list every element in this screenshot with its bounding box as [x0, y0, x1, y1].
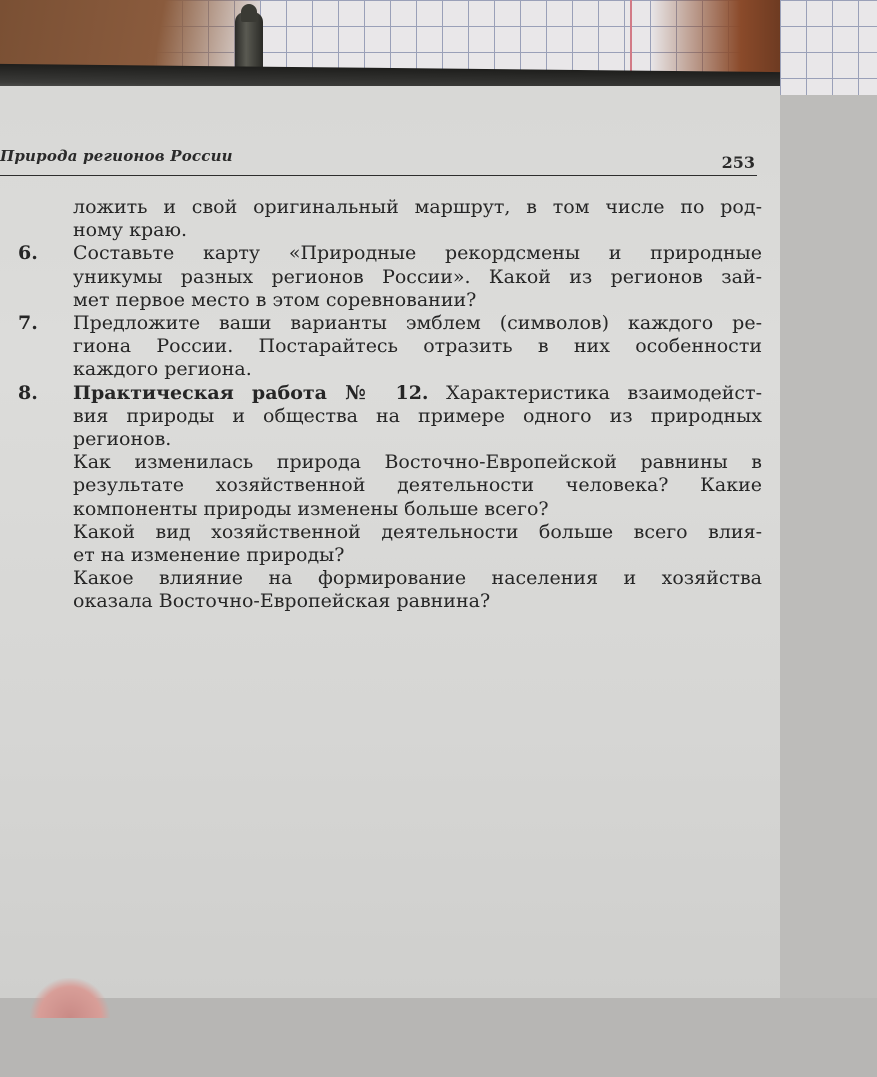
- text-line: компоненты природы изменены больше всего?: [73, 497, 549, 520]
- item-number: 6.: [18, 242, 38, 265]
- running-head: [0, 145, 757, 176]
- text-line: Как изменилась природа Восточно-Европейской равнины в: [73, 451, 762, 474]
- background-strip-right: [780, 95, 877, 1077]
- item-text: [73, 242, 762, 312]
- text-line: Составьте карту «Природные рекордсмены и природные: [73, 242, 762, 265]
- item-number: 8.: [18, 381, 38, 404]
- text-line: оказала Восточно-Европейская равнина?: [73, 590, 491, 613]
- text-line: Предложите ваши варианты эмблем (символов) каждого ре-: [73, 312, 762, 335]
- text-line: каждого региона.: [73, 358, 252, 381]
- text-line: ет на изменение природы?: [73, 544, 345, 567]
- list-item: [18, 242, 762, 312]
- item-text: [73, 312, 762, 382]
- practical-work-title: Практическая работа № 12.: [73, 381, 429, 404]
- background-strip-bottom: [0, 998, 877, 1077]
- text-line: результате хозяйственной деятельности человека? Какие: [73, 474, 762, 497]
- item-text: [73, 196, 762, 242]
- text-line: ному краю.: [73, 219, 188, 242]
- finger: [30, 978, 110, 1018]
- page-number: 253: [721, 153, 755, 172]
- text-line: ложить и свой оригинальный маршрут, в том числе по род-: [73, 196, 762, 218]
- text-line-rest: Характеристика взаимодейст-: [428, 381, 762, 404]
- item-text: [73, 382, 762, 614]
- list-item: [18, 382, 762, 614]
- pen-cap: [241, 4, 257, 22]
- text-line: регионов.: [73, 428, 172, 451]
- text-line: уникумы разных регионов России». Какой из регионов зай-: [73, 265, 762, 288]
- text-line: гиона России. Постарайтесь отразить в них особенности: [73, 335, 762, 358]
- list-item: [18, 312, 762, 382]
- text-line: вия природы и общества на примере одного из природных: [73, 404, 762, 427]
- list-item: [18, 196, 762, 242]
- text-line: [73, 382, 762, 405]
- page-text: [18, 196, 762, 614]
- item-number: 7.: [18, 312, 38, 335]
- running-head-title: Природа регионов России: [0, 147, 233, 165]
- text-line: мет первое место в этом соревновании?: [73, 288, 477, 311]
- text-line: Какой вид хозяйственной деятельности больше всего влия-: [73, 520, 762, 543]
- text-line: Какое влияние на формирование населения и хозяйства: [73, 567, 762, 590]
